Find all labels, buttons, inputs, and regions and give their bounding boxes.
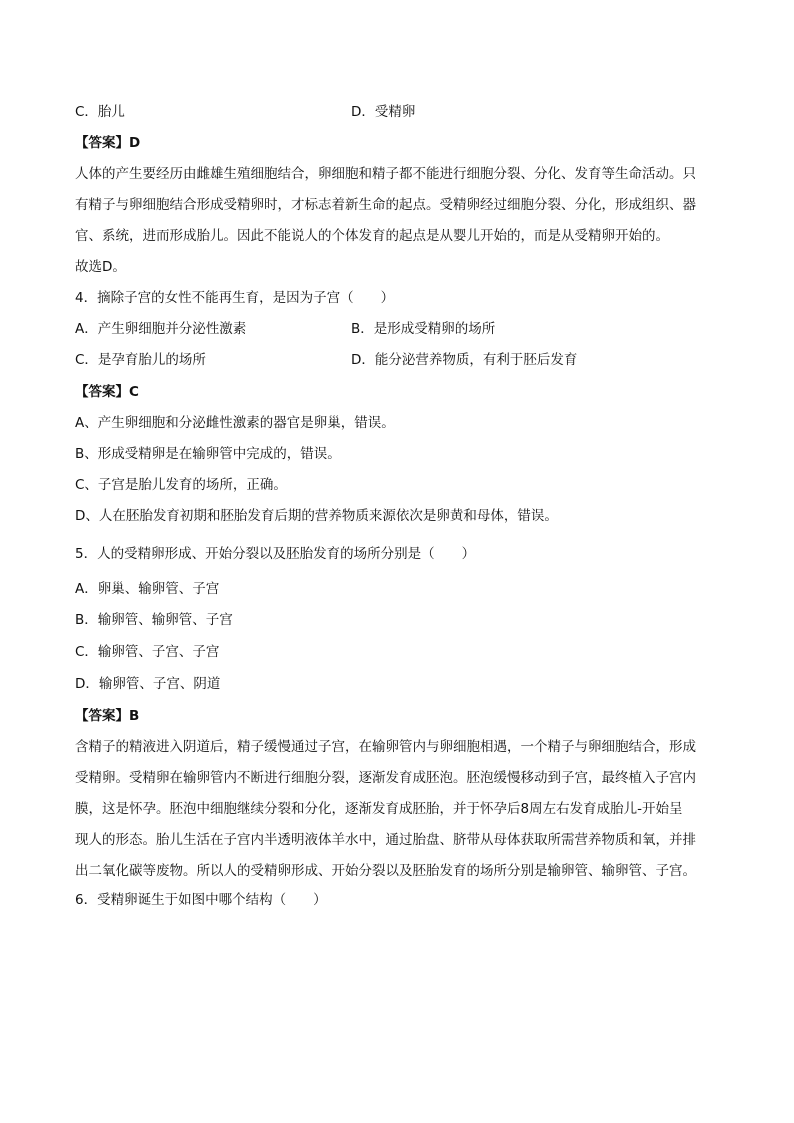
q4-stem: 4．摘除子宫的女性不能再生育，是因为子宫（ ） bbox=[75, 290, 395, 306]
q4-answer: 【答案】C bbox=[75, 384, 139, 400]
q3-explanation-line-3: 官、系统，进而形成胎儿。因此不能说人的个体发育的起点是从婴儿开始的，而是从受精卵开始的。 bbox=[75, 228, 669, 244]
q5-option-c: C．输卵管、子宫、子宫 bbox=[75, 644, 220, 660]
q5-stem: 5．人的受精卵形成、开始分裂以及胚胎发育的场所分别是（ ） bbox=[75, 546, 476, 562]
q5-explanation-line-2: 受精卵。受精卵在输卵管内不断进行细胞分裂，逐渐发育成胚泡。胚泡缓慢移动到子宫，最终植入子宫内 bbox=[75, 770, 696, 786]
q3-option-d: D．受精卵 bbox=[351, 104, 416, 120]
q3-explanation-line-2: 有精子与卵细胞结合形成受精卵时，才标志着新生命的起点。受精卵经过细胞分裂、分化，形成组织、器 bbox=[75, 197, 696, 213]
q5-option-a: A．卵巢、输卵管、子宫 bbox=[75, 581, 220, 597]
q3-answer: 【答案】D bbox=[75, 135, 141, 151]
q3-explanation-line-4: 故选D。 bbox=[75, 259, 126, 275]
q4-options-row-1 bbox=[75, 320, 496, 338]
q5-explanation-line-4: 现人的形态。胎儿生活在子宫内半透明液体羊水中，通过胎盘、脐带从母体获取所需营养物质和氧，并排 bbox=[75, 832, 696, 848]
q4-option-d: D．能分泌营养物质，有利于胚后发育 bbox=[351, 352, 578, 368]
q3-options-row bbox=[75, 103, 416, 121]
q5-answer: 【答案】B bbox=[75, 708, 140, 724]
q4-explanation-line-3: C、子宫是胎儿发育的场所，正确。 bbox=[75, 477, 287, 493]
q6-stem: 6．受精卵诞生于如图中哪个结构（ ） bbox=[75, 892, 327, 908]
q3-option-c: C．胎儿 bbox=[75, 104, 125, 120]
q3-explanation-line-1: 人体的产生要经历由雌雄生殖细胞结合，卵细胞和精子都不能进行细胞分裂、分化、发育等生命活动。只 bbox=[75, 166, 696, 182]
q5-explanation-line-3: 膜，这是怀孕。胚泡中细胞继续分裂和分化，逐渐发育成胚胎，并于怀孕后8周左右发育成胎儿-开始呈 bbox=[75, 801, 683, 817]
q4-option-b: B．是形成受精卵的场所 bbox=[351, 321, 496, 337]
q4-option-a: A．产生卵细胞并分泌性激素 bbox=[75, 321, 247, 337]
q4-options-row-2 bbox=[75, 351, 578, 369]
q4-option-c: C．是孕育胎儿的场所 bbox=[75, 352, 206, 368]
q5-option-d: D．输卵管、子宫、阴道 bbox=[75, 676, 221, 692]
q5-explanation-line-5: 出二氧化碳等废物。所以人的受精卵形成、开始分裂以及胚胎发育的场所分别是输卵管、输卵管、子宫。 bbox=[75, 863, 696, 879]
q5-option-b: B．输卵管、输卵管、子宫 bbox=[75, 612, 233, 628]
q4-explanation-line-1: A、产生卵细胞和分泌雌性激素的器官是卵巢，错误。 bbox=[75, 415, 395, 431]
q5-explanation-line-1: 含精子的精液进入阴道后，精子缓慢通过子宫，在输卵管内与卵细胞相遇，一个精子与卵细胞结合，形成 bbox=[75, 739, 696, 755]
q4-explanation-line-4: D、人在胚胎发育初期和胚胎发育后期的营养物质来源依次是卵黄和母体，错误。 bbox=[75, 508, 558, 524]
q4-explanation-line-2: B、形成受精卵是在输卵管中完成的，错误。 bbox=[75, 446, 341, 462]
